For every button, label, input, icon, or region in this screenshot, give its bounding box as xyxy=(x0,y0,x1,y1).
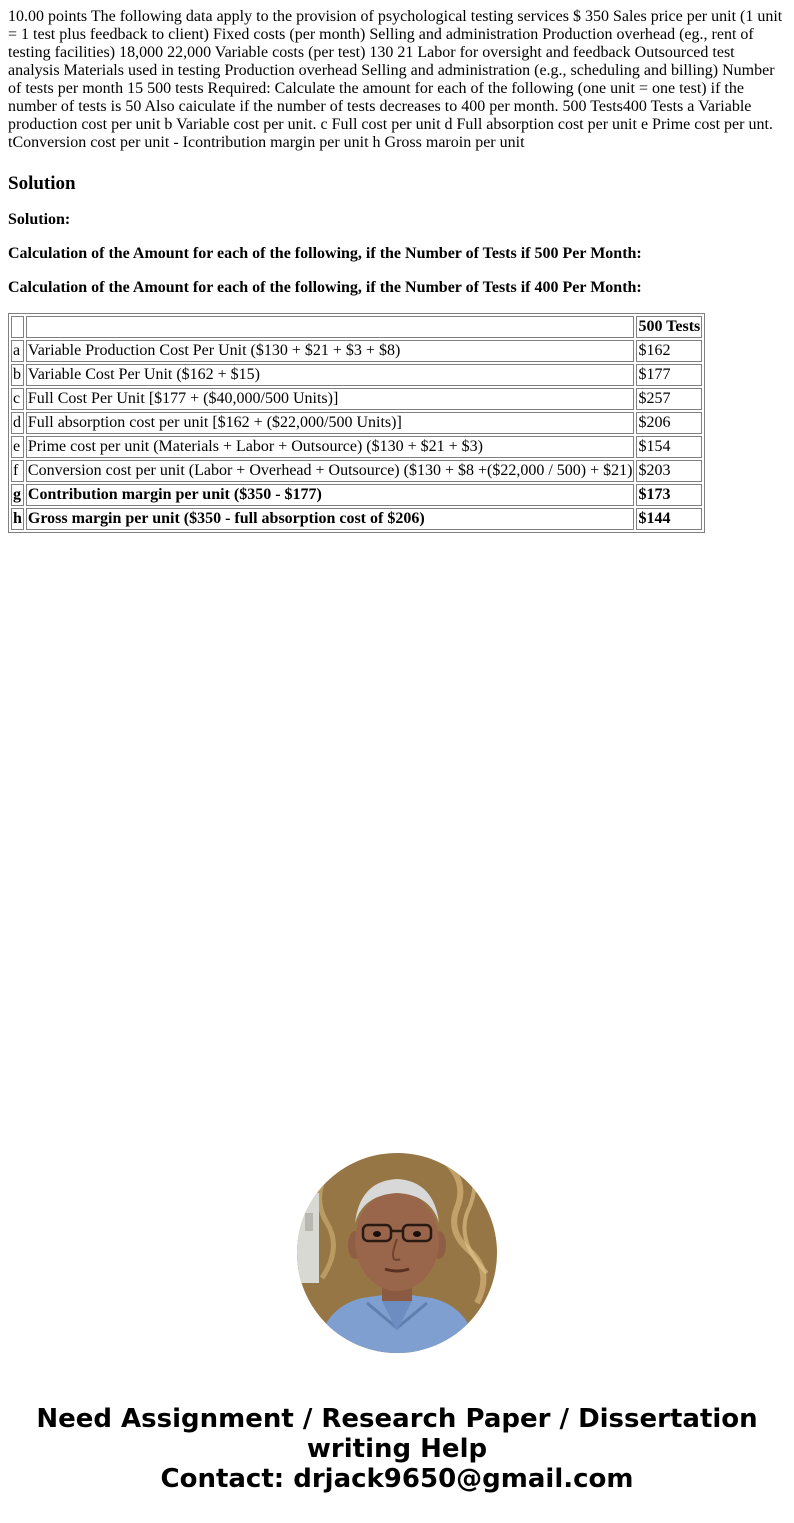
row-key: e xyxy=(11,436,24,458)
row-value: $203 xyxy=(636,460,702,482)
row-label: Prime cost per unit (Materials + Labor + Outsource) ($130 + $21 + $3) xyxy=(26,436,635,458)
row-value: $162 xyxy=(636,340,702,362)
row-key: f xyxy=(11,460,24,482)
row-key: a xyxy=(11,340,24,362)
row-key: b xyxy=(11,364,24,386)
solution-label: Solution: xyxy=(8,211,71,228)
footer-line-1: Need Assignment / Research Paper / Dissertation xyxy=(36,1404,758,1434)
row-value: $154 xyxy=(636,436,702,458)
heading-400-tests: Calculation of the Amount for each of the following, if the Number of Tests if 400 Per Month: xyxy=(8,279,642,296)
footer-line-2: writing Help xyxy=(306,1434,488,1464)
row-label: Variable Cost Per Unit ($162 + $15) xyxy=(26,364,635,386)
avatar-portrait xyxy=(297,1153,497,1353)
row-value: $177 xyxy=(636,364,702,386)
header-label-cell xyxy=(26,316,635,338)
table-row xyxy=(11,364,702,386)
row-key: c xyxy=(11,388,24,410)
row-label: Full absorption cost per unit [$162 + ($22,000/500 Units)] xyxy=(26,412,635,434)
row-key: h xyxy=(11,508,24,530)
row-key: g xyxy=(11,484,24,506)
solution-heading: Solution xyxy=(8,173,76,194)
row-key: d xyxy=(11,412,24,434)
footer-banner xyxy=(0,1404,794,1494)
row-label: Full Cost Per Unit [$177 + ($40,000/500 Units)] xyxy=(26,388,635,410)
table-row xyxy=(11,460,702,482)
table-row xyxy=(11,388,702,410)
table-row xyxy=(11,412,702,434)
row-label: Gross margin per unit ($350 - full absorption cost of $206) xyxy=(26,508,635,530)
document-content xyxy=(8,8,786,533)
header-key-cell xyxy=(11,316,24,338)
row-value: $206 xyxy=(636,412,702,434)
table-header-row xyxy=(11,316,702,338)
table-row xyxy=(11,508,702,530)
row-value: $257 xyxy=(636,388,702,410)
row-value: $144 xyxy=(636,508,702,530)
header-value-cell: 500 Tests xyxy=(636,316,702,338)
table-row xyxy=(11,340,702,362)
row-label: Conversion cost per unit (Labor + Overhead + Outsource) ($130 + $8 +($22,000 / 500) + $21) xyxy=(26,460,635,482)
author-avatar xyxy=(297,1153,497,1353)
footer-contact: Contact: drjack9650@gmail.com xyxy=(160,1464,634,1494)
heading-500-tests: Calculation of the Amount for each of the following, if the Number of Tests if 500 Per Month: xyxy=(8,245,642,262)
question-text: 10.00 points The following data apply to the provision of psychological testing services $ 350 Sales price per unit (1 unit = 1 test plus feedback to client) Fixed costs (per month) Selling and administration Production overhead (eg., rent of testing facilities) 18,000 22,000 Variable costs (per test) 130 21 Labor for oversight and feedback Outsourced test analysis Materials used in testing Production overhead Selling and administration (e.g., scheduling and billing) Number of tests per month 15 500 tests Required: Calculate the amount for each of the following (one unit = one test) if the number of tests is 50 Also caiculate if the number of tests decreases to 400 per month. 500 Tests400 Tests a Variable production cost per unit b Variable cost per unit. c Full cost per unit d Full absorption cost per unit e Prime cost per unt. tConversion cost per unit - Icontribution margin per unit h Gross maroin per unit xyxy=(8,8,783,151)
table-row xyxy=(11,436,702,458)
row-label: Variable Production Cost Per Unit ($130 + $21 + $3 + $8) xyxy=(26,340,635,362)
table-row xyxy=(11,484,702,506)
results-table xyxy=(8,313,705,533)
row-label: Contribution margin per unit ($350 - $177) xyxy=(26,484,635,506)
row-value: $173 xyxy=(636,484,702,506)
